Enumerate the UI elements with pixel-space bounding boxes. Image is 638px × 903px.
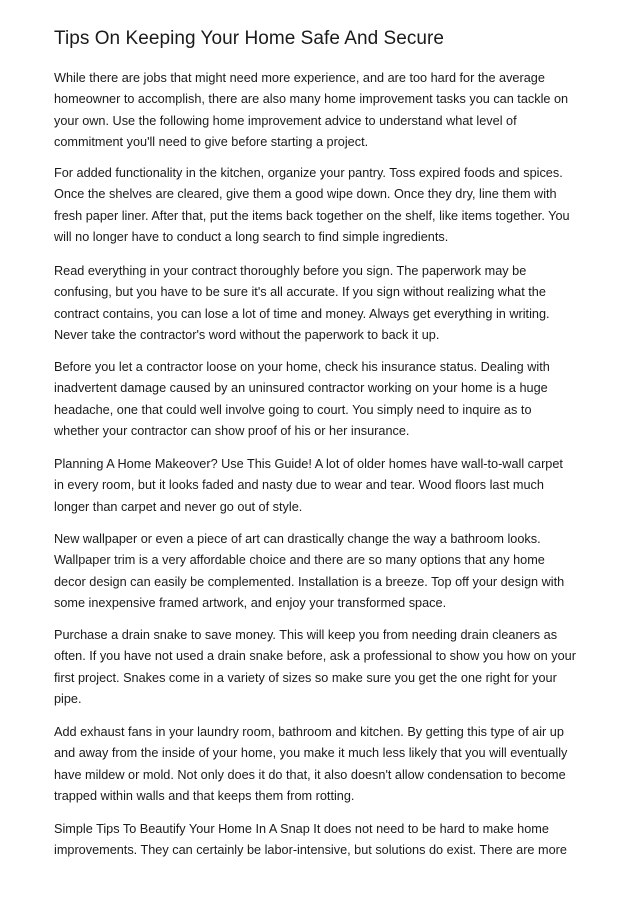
text-line: inadvertent damage caused by an uninsured contractor working on your home is a huge — [54, 381, 548, 396]
text-line: Never take the contractor's word without the paperwork to back it up. — [54, 327, 440, 342]
text-line: confusing, but you have to be sure it's all accurate. If you sign without realizing what the — [54, 285, 546, 300]
text-line: longer than carpet and never go out of style. — [54, 499, 303, 514]
text-line: will no longer have to conduct a long search to find simple ingredients. — [54, 229, 449, 244]
text-line: Add exhaust fans in your laundry room, bathroom and kitchen. By getting this type of air up — [54, 725, 564, 739]
paragraph-makeover — [54, 454, 563, 518]
text-line: While there are jobs that might need more experience, and are too hard for the average — [54, 71, 545, 85]
text-line: your own. Use the following home improvement advice to understand what level of — [54, 113, 517, 128]
text-line: Wallpaper trim is a very affordable choice and there are so many options that any home — [54, 553, 545, 568]
text-line: New wallpaper or even a piece of art can drastically change the way a bathroom looks. — [54, 532, 541, 546]
text-line: headache, one that could well involve going to court. You simply need to inquire as to — [54, 402, 532, 417]
text-line: first project. Snakes come in a variety of sizes so make sure you get the one right for your — [54, 670, 557, 685]
text-line: some inexpensive framed artwork, and enjoy your transformed space. — [54, 595, 447, 610]
paragraph-pantry — [54, 163, 570, 248]
paragraph-contract — [54, 261, 550, 346]
text-line: commitment you'll need to give before starting a project. — [54, 134, 369, 149]
document-title: Tips On Keeping Your Home Safe And Secure — [54, 28, 445, 49]
text-line: fresh paper liner. After that, put the items back together on the shelf, like items together. You — [54, 208, 570, 223]
text-line: homeowner to accomplish, there are also many home improvement tasks you can tackle on — [54, 92, 569, 107]
paragraph-intro — [54, 68, 568, 153]
text-line: contract contains, you can lose a lot of time and money. Always get everything in writing. — [54, 306, 550, 321]
text-line: Purchase a drain snake to save money. This will keep you from needing drain cleaners as — [54, 628, 558, 642]
paragraph-exhaust-fans — [54, 722, 567, 807]
text-line: in every room, but it looks faded and nasty due to wear and tear. Wood floors last much — [54, 478, 544, 493]
text-line: trapped within walls and that keeps them from rotting. — [54, 788, 355, 803]
text-line: and away from the inside of your home, you make it much less likely that you will eventually — [54, 746, 568, 761]
text-line: often. If you have not used a drain snake before, ask a professional to show you how on your — [54, 649, 576, 664]
text-line: Once the shelves are cleared, give them a good wipe down. Once they dry, line them with — [54, 187, 557, 202]
paragraph-drain-snake — [54, 625, 576, 710]
paragraph-insurance — [54, 357, 550, 442]
text-line: Planning A Home Makeover? Use This Guide! A lot of older homes have wall-to-wall carpet — [54, 457, 563, 471]
text-line: Read everything in your contract thoroughly before you sign. The paperwork may be — [54, 264, 527, 278]
text-line: Simple Tips To Beautify Your Home In A Snap It does not need to be hard to make home — [54, 822, 549, 836]
text-line: For added functionality in the kitchen, organize your pantry. Toss expired foods and spices. — [54, 166, 563, 180]
paragraph-beautify — [54, 819, 567, 862]
text-line: decor design can easily be complemented. Installation is a breeze. Top off your design with — [54, 574, 565, 589]
text-line: improvements. They can certainly be labor-intensive, but solutions do exist. There are more — [54, 843, 567, 858]
text-line: whether your contractor can show proof of his or her insurance. — [54, 423, 410, 438]
text-line: Before you let a contractor loose on your home, check his insurance status. Dealing with — [54, 360, 550, 374]
text-line: have mildew or mold. Not only does it do that, it also doesn't allow condensation to become — [54, 767, 566, 782]
text-line: pipe. — [54, 691, 82, 706]
paragraph-wallpaper — [54, 529, 564, 614]
